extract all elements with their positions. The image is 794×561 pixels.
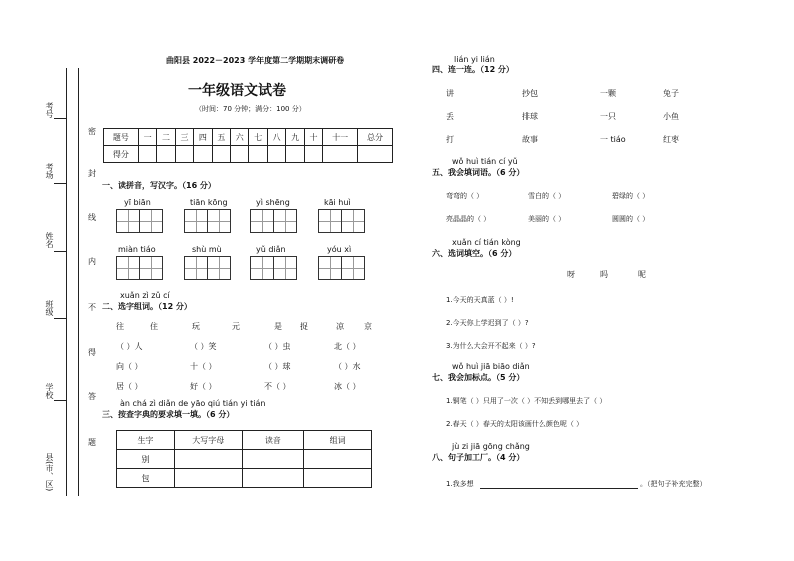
sentence-item[interactable]: 1.今天的天真蓝（ ）! <box>446 296 514 304</box>
section8-pinyin: jù zi jiā gōng chǎng <box>452 442 530 451</box>
answer-line[interactable] <box>480 488 638 489</box>
fill-item[interactable]: 雪白的（ ） <box>528 192 566 200</box>
seal-char: 封 <box>88 169 96 178</box>
writing-grid[interactable] <box>250 209 296 233</box>
match-item: 讲 <box>446 89 454 98</box>
pinyin-label: yóu xì <box>327 245 352 254</box>
section8-title: 八、句子加工厂。（4 分） <box>432 453 525 462</box>
fill-item[interactable]: 圆圆的（ ） <box>612 215 650 223</box>
score-cell[interactable] <box>249 146 267 163</box>
fill-item[interactable]: （ ）笑 <box>190 342 217 351</box>
match-item: 打 <box>446 135 454 144</box>
match-item: 兔子 <box>663 89 679 98</box>
section4-pinyin: lián yi lián <box>454 55 495 64</box>
seal-char: 答 <box>88 392 96 401</box>
seal-char: 不 <box>88 303 96 312</box>
score-cell[interactable] <box>212 146 230 163</box>
choice-char: 往 <box>116 322 124 331</box>
dictionary-char: 包 <box>117 469 175 488</box>
fill-item[interactable]: 亮晶晶的（ ） <box>446 215 491 223</box>
dictionary-char: 别 <box>117 450 175 469</box>
fill-item[interactable]: （ ）球 <box>264 362 291 371</box>
fill-item[interactable]: （ ）虫 <box>264 342 291 351</box>
match-item: 抄包 <box>522 89 538 98</box>
pinyin-label: kāi huì <box>324 198 351 207</box>
score-header-cell: 三 <box>175 129 193 146</box>
score-cell[interactable] <box>175 146 193 163</box>
label-xuexiao: 学校 <box>45 383 54 399</box>
writing-grid[interactable] <box>318 209 364 233</box>
writing-grid[interactable] <box>116 209 162 233</box>
choice-char: 住 <box>150 322 158 331</box>
choice-char: 捉 <box>300 322 308 331</box>
binding-line-inner <box>78 68 79 496</box>
score-header-cell: 十 <box>304 129 322 146</box>
score-cell[interactable] <box>138 146 156 163</box>
section7-pinyin: wǒ huì jiā biāo diǎn <box>452 362 530 371</box>
match-item: 红枣 <box>663 135 679 144</box>
score-cell[interactable] <box>358 146 393 163</box>
dictionary-header-cell: 读音 <box>242 431 304 450</box>
score-header-cell: 总分 <box>358 129 393 146</box>
fill-item[interactable]: 北（ ） <box>334 342 361 351</box>
score-header-cell: 九 <box>286 129 304 146</box>
writing-grid[interactable] <box>184 256 230 280</box>
dictionary-header-cell: 大写字母 <box>174 431 242 450</box>
match-item: 一 tiáo <box>600 135 626 144</box>
sentence-item[interactable]: 3.为什么大会开不起来（ ）? <box>446 342 536 350</box>
choice-char: 京 <box>364 322 372 331</box>
pinyin-label: shù mù <box>192 245 222 254</box>
punctuation-item[interactable]: 1.铜笔（ ）只用了一次（ ）不知丢到哪里去了（ ） <box>446 397 607 405</box>
label-kaochang: 考场 <box>45 163 54 179</box>
label-kaohao: 考号 <box>45 102 54 118</box>
sentence-suffix: 。（把句子补充完整） <box>640 480 707 488</box>
binding-line-outer <box>66 68 67 496</box>
score-table <box>103 128 393 163</box>
fill-item[interactable]: 弯弯的（ ） <box>446 192 484 200</box>
dictionary-header-row <box>117 431 372 450</box>
pinyin-label: miàn tiáo <box>118 245 156 254</box>
score-cell[interactable] <box>267 146 285 163</box>
choice-char: 凉 <box>336 322 344 331</box>
score-cell[interactable] <box>194 146 212 163</box>
choice-char: 元 <box>232 322 240 331</box>
word-choice: 吗 <box>600 270 608 279</box>
writing-grid[interactable] <box>318 256 364 280</box>
fill-item[interactable]: 十（ ） <box>190 362 217 371</box>
section6-title: 六、选词填空。（6 分） <box>432 249 517 258</box>
sentence-prefix: 1.我多想 <box>446 480 474 488</box>
word-choice: 呢 <box>638 270 646 279</box>
score-header-cell: 五 <box>212 129 230 146</box>
seal-char: 得 <box>88 348 96 357</box>
dictionary-table <box>116 430 372 488</box>
match-item: 丢 <box>446 112 454 121</box>
fill-item[interactable]: 居（ ） <box>116 382 143 391</box>
dictionary-header-cell: 组词 <box>304 431 372 450</box>
seal-char: 内 <box>88 257 96 266</box>
fill-item[interactable]: 美丽的（ ） <box>528 215 566 223</box>
score-row-label: 得分 <box>104 146 139 163</box>
label-xingming: 姓名 <box>45 232 54 248</box>
writing-grid[interactable] <box>250 256 296 280</box>
fill-item[interactable]: （ ）水 <box>334 362 361 371</box>
fill-item[interactable]: 好（ ） <box>190 382 217 391</box>
score-row <box>104 146 393 163</box>
seal-char: 密 <box>88 127 96 136</box>
score-cell[interactable] <box>323 146 358 163</box>
score-header-cell: 二 <box>157 129 175 146</box>
pinyin-label: yì shēng <box>256 198 290 207</box>
section4-title: 四、连一连。（12 分） <box>432 65 514 74</box>
score-cell[interactable] <box>304 146 322 163</box>
writing-grid[interactable] <box>116 256 162 280</box>
writing-grid[interactable] <box>184 209 230 233</box>
exam-title: 一年级语文试卷 <box>188 83 286 99</box>
fill-item[interactable]: 碧绿的（ ） <box>612 192 650 200</box>
sentence-item[interactable]: 2.今天你上学迟到了（ ）? <box>446 319 529 327</box>
label-xianqu: 县(市、区) <box>45 453 54 492</box>
score-header-cell: 题号 <box>104 129 139 146</box>
score-header-cell: 七 <box>249 129 267 146</box>
score-header-row <box>104 129 393 146</box>
section2-title: 二、选字组词。（12 分） <box>102 302 192 311</box>
match-item: 小鱼 <box>663 112 679 121</box>
pinyin-label: yī biān <box>124 198 151 207</box>
match-item: 一颗 <box>600 89 616 98</box>
section5-pinyin: wǒ huì tián cí yǔ <box>452 157 518 166</box>
score-cell[interactable] <box>231 146 249 163</box>
dictionary-row <box>117 450 372 469</box>
answer-cell[interactable] <box>174 450 242 469</box>
score-header-cell: 一 <box>138 129 156 146</box>
seal-char: 题 <box>88 438 96 447</box>
time-info: （时间：70 分钟；满分：100 分） <box>195 105 306 113</box>
match-item: 故事 <box>522 135 538 144</box>
score-header-cell: 六 <box>231 129 249 146</box>
seal-char: 线 <box>88 213 96 222</box>
section1-title: 一、读拼音，写汉字。（16 分） <box>102 181 216 190</box>
section3-title: 三、按查字典的要求填一填。（6 分） <box>102 410 235 419</box>
fill-item[interactable]: （ ）人 <box>116 342 143 351</box>
score-header-cell: 四 <box>194 129 212 146</box>
section7-title: 七、我会加标点。（5 分） <box>432 373 525 382</box>
dictionary-row <box>117 469 372 488</box>
label-banji: 班级 <box>45 300 54 316</box>
county-title: 曲阳县 2022－2023 学年度第二学期期末调研卷 <box>166 56 345 65</box>
answer-cell[interactable] <box>174 469 242 488</box>
match-item: 排球 <box>522 112 538 121</box>
answer-cell[interactable] <box>242 469 304 488</box>
fill-item[interactable]: 向（ ） <box>116 362 143 371</box>
word-choice: 呀 <box>567 270 575 279</box>
section2-pinyin: xuǎn zì zǔ cí <box>120 291 170 300</box>
section3-pinyin: àn chá zì diǎn de yāo qiú tián yi tián <box>120 399 266 408</box>
score-header-cell: 八 <box>267 129 285 146</box>
pinyin-label: yǔ diǎn <box>256 245 286 254</box>
fill-item[interactable]: 不（ ） <box>264 382 291 391</box>
score-header-cell: 十一 <box>323 129 358 146</box>
match-item: 一只 <box>600 112 616 121</box>
section6-pinyin: xuǎn cí tián kòng <box>452 238 521 247</box>
choice-char: 玩 <box>192 322 200 331</box>
score-cell[interactable] <box>157 146 175 163</box>
punctuation-item[interactable]: 2.春天（ ）春天的太阳该画什么颜色呢（ ） <box>446 420 584 428</box>
pinyin-label: tiān kōng <box>190 198 228 207</box>
section5-title: 五、我会填词语。（6 分） <box>432 168 525 177</box>
score-cell[interactable] <box>286 146 304 163</box>
fill-item[interactable]: 冰（ ） <box>334 382 361 391</box>
answer-cell[interactable] <box>242 450 304 469</box>
choice-char: 是 <box>274 322 282 331</box>
answer-cell[interactable] <box>304 469 372 488</box>
dictionary-header-cell: 生字 <box>117 431 175 450</box>
answer-cell[interactable] <box>304 450 372 469</box>
